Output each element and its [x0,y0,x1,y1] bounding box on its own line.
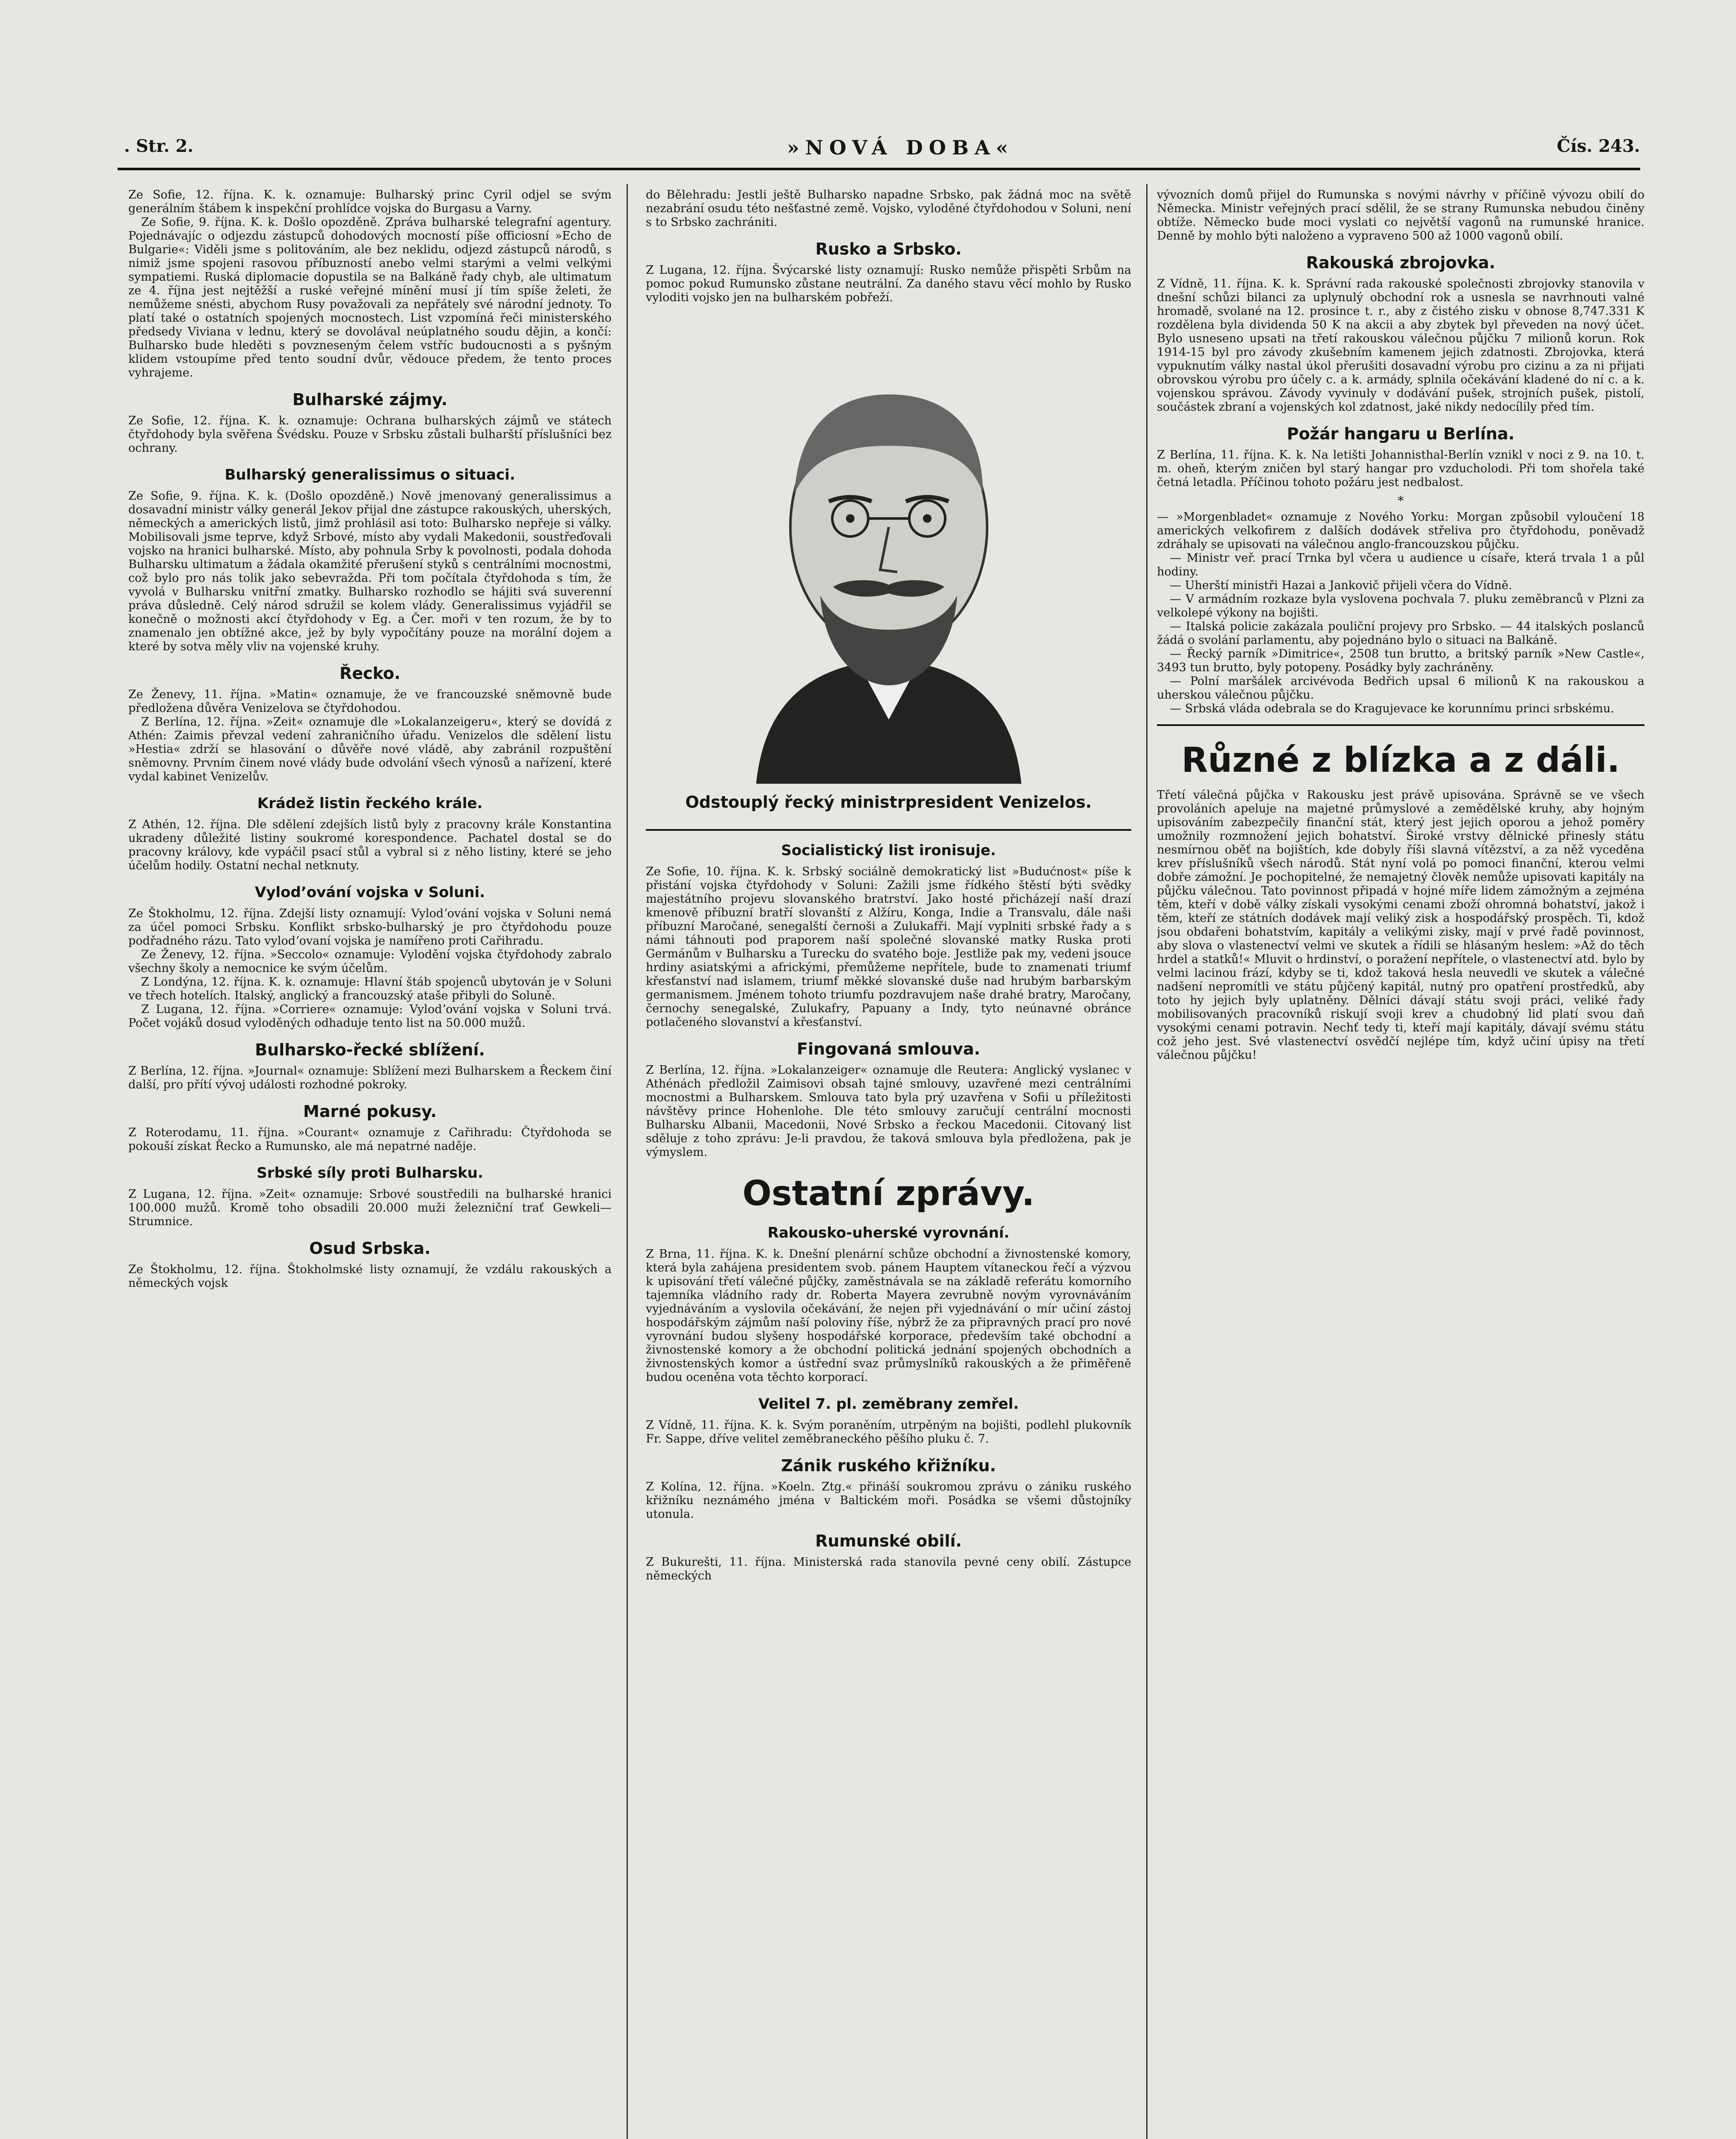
article-paragraph: vývozních domů přijel do Rumunska s novými návrhy v příčině vývozu obilí do Německa. Ministr veřejných prací sdělil, že se strany Rumunska nebudou činěny obtíže. Německo bude moci vyslati co největší vagonů na rumunské hranice. Denně by mohlo býti naloženo a vypraveno 500 až 1000 vagonů obilí. [1157,188,1644,243]
col2-bottom-content [646,840,1131,1583]
article-heading: Bulharsko-řecké sblížení. [255,1040,485,1059]
article-paragraph: — Uherští ministři Hazai a Jankovič přijeli včera do Vídně. [1170,579,1512,592]
article-heading: Socialistický list ironisuje. [781,842,996,859]
section-heading-ruzne: Různé z blízka a z dáli. [1181,740,1620,780]
header-rule [118,168,1640,170]
article-paragraph: Z Athén, 12. října. Dle sdělení zdejších listů byly z pracovny krále Konstantina ukradeny důležité listiny soukromé korespondence. Pachatel dostal se do pracovny královy, kde vypáčil psací stůl a vybral si z něho listiny, které se jeho účelům hodily. Ostatní nechal netknuty. [128,818,612,872]
article-paragraph: Z Berlína, 12. října. »Journal« oznamuje: Sblížení mezi Bulharskem a Řeckem činí další, pro přítí vývoj události rozhodné pokroky. [128,1064,612,1091]
article-heading: Velitel 7. pl. zeměbrany zemřel. [758,1395,1019,1413]
col3-top-content [1157,188,1644,489]
article-heading: Rumunské obilí. [815,1532,962,1550]
section-divider [646,829,1131,831]
col2-top-content [646,188,1131,305]
col3-feature [1157,788,1644,1062]
article-paragraph: Ze Sofie, 10. října. K. k. Srbský sociálně demokratický list »Budućnost« píše k přistání vojska čtyřdohody v Soluni: Zažili jsme řídkého štěstí býti svědky majestátního projevu slovanského bratrství. Jako hosté přicházejí naší drazí kmenově příbuzní bratří slovanští z Alžíru, Konga, Indie a Transvalu, dále naši příbuzní Maročané, senegalští černoši a Zulukafři. Mají vyplniti srbské řady a s námi táhnouti pod praporem naší společné slovanské matky Ruska proti Germánům v Bulharsku a Turecku do svatého boje. Jestliže pak my, vedeni jsouce hrdiny asiatskými a africkými, přemůžeme nepřítele, bude to znamenati triumf křesťanství nad islamem, triumf měkké slovanské duše nad hrubým barbarským germanismem. Jménem tohoto triumfu pozdravujem naše drahé bratry, Maročany, černochy senegalské, Zulukafry, Papuany a Indy, tyto neúnavné obránce potlačeného slovanství a křesťanství. [646,865,1131,1029]
article-paragraph: Z Berlína, 11. října. K. k. Na letišti Johannisthal-Berlín vznikl v noci z 9. na 10. t. m. oheň, kterým zničen byl starý hangar pro vzducholodi. Při tom shořela také četná letadla. Příčinou tohoto požáru jest nedbalost. [1157,448,1644,489]
article-heading: Rakouská zbrojovka. [1306,253,1496,272]
column-3 [1157,188,1644,2139]
column-2 [646,188,1131,2139]
article-heading: Vylodʼování vojska v Soluni. [254,884,485,901]
article-heading: Krádež listin řeckého krále. [257,795,483,812]
article-heading: Řecko. [339,664,401,683]
article-heading: Marné pokusy. [303,1102,437,1121]
article-heading: Bulharské zájmy. [292,390,448,409]
article-paragraph: Z Brna, 11. října. K. k. Dnešní plenární schůze obchodní a živnostenské komory, která byla zahájena presidentem svob. pánem Hauptem vítaneckou řečí a výzvou k upisování třetí válečné půjčky, zaměstnávala se na základě referátu komorního tajemníka vládního rady dr. Roberta Mayera zevrubně novým vyrovnáváním vyjednáváním a vyslovila očekávání, že nejen při vyjednávání o mír učiní zástoj hospodářským zájmům naší poloviny říše, nýbrž že za připravných prací pro nové vyrovnání budou slyšeny hospodářské korporace, především také obchodní a živnostenské komory a že obchodní politická jednání spojených obchodních a živnostenských komor a ústřední svaz průmyslníků rakouských a že přiměřeně budou oceněna vota těchto korporací. [646,1247,1131,1384]
article-paragraph: Z Berlína, 12. října. »Lokalanzeiger« oznamuje dle Reutera: Anglický vyslanec v Athénách předložil Zaimisovi obsah tajné smlouvy, uzavřené mezi centrálními mocnostmi a Bulharskem. Smlouva tato byla prý uzavřena v Sofii u příležitosti návštěvy prince Hohenlohe. Dle této smlouvy zaručují centrální mocnosti Bulharsku Albanii, Macedonii, Nové Srbsko a řeckou Macedonii. Citovaný list sděluje z toho zprávu: Je-li pravdou, že taková smlouva byla předložena, pak je výmyslem. [646,1064,1131,1159]
venizelos-portrait [646,322,1131,784]
article-paragraph: — Srbská vláda odebrala se do Kragujevace ke korunnímu princi srbskému. [1170,702,1615,715]
article-paragraph: do Bělehradu: Jestli ještě Bulharsko napadne Srbsko, pak žádná moc na světě nezabrání osudu této nešťastné země. Vojsko, vyloděné čtyřdohodou v Soluni, není s to Srbsko zachrániti. [646,188,1131,229]
article-paragraph: — Řecký parník »Dimitrice«, 2508 tun brutto, a britský parník »New Castle«, 3493 tun brutto, byly potopeny. Posádky byly zachráněny. [1157,647,1644,674]
article-paragraph: Z Roterodamu, 11. října. »Courant« oznamuje z Cařihradu: Čtyřdohoda se pokouší získat Řecko a Rumunsko, ale má nepatrné naděje. [128,1126,612,1153]
article-heading: Zánik ruského křižníku. [781,1456,996,1475]
article-paragraph: Ze Štokholmu, 12. října. Štokholmské listy oznamují, že vzdálu rakouských a německých vojsk [128,1263,612,1290]
article-paragraph: Z Kolína, 12. října. »Koeln. Ztg.« přináší soukromou zprávu o zániku ruského křižníku neznámého jména v Baltickém moři. Posádka se všemi důstojníky utonula. [646,1480,1131,1521]
article-paragraph: Z Berlína, 12. října. »Zeit« oznamuje dle »Lokalanzeigeru«, který se dovídá z Athén: Zaimis převzal vedení zahraničního úřadu. Venizelos dle sdělení listu »Hestia« zdrží se hlasování o důvěře nové vládě, aby zabránil rozpuštění sněmovny. Prvním činem nové vlády bude odvolání všech výnosů a nařízení, které vydal kabinet Venizelův. [128,715,612,783]
article-heading: Požár hangaru u Berlína. [1286,424,1515,443]
section-divider [1157,724,1644,726]
separator-star: * [1398,494,1404,508]
column-divider [627,184,628,2139]
article-paragraph: Z Londýna, 12. října. K. k. oznamuje: Hlavní štáb spojenců ubytován je v Soluni ve třech hotelích. Italský, anglický a francouzský ataše přibyli do Soluně. [128,975,612,1002]
col3-short-news [1157,510,1644,716]
article-paragraph: Třetí válečná půjčka v Rakousku jest právě upisována. Správně se ve všech provoláních apeluje na majetné průmyslové a zemědělské kruhy, aby hojným upisováním zabezpečily finanční stát, který jest jejich oporou a jehož poměry umožnily rozmnožení jejich bohatství. Široké vrstvy dělnické přinesly státu nesmírnou oběť na bojištích, kde dobyly říši slavná vítězství, a za něž vyceděna krev příslušníků všech národů. Stát nyní volá po pomoci finanční, kterou velmi dobře zámožní. Je pochopitelné, že nemajetný člověk nemůže upisovati kapitály na půjčku válečnou. Tato povinnost připadá v hojné míře lidem zámožným a zejména těm, kteří v době války získali vysokými cenami zboží ohromná bohatství, jakož i těm, kteří ze státních dodávek mají veliký zisk a hospodářský prospěch. Ti, kdož jsou obdařeni bohatstvím, kapitály a velikými zisky, mají v prvé řadě povinnost, aby slova o vlastenectví velmi ve skutek a řídili se hlásaným heslem: »Až do těch hrdel a statků!« Mluvit o hrdinství, o poražení nepřítele, o vlastenectví atd. bylo by velmi lacinou frází, kdyby se ti, kdož taková hesla neuvedli ve skutek a válečné nadšení nepromítli ve státu půjčený kapitál, nutný pro opatření prostředků, aby toto hy jejich byly uplatněny. Dělníci dávají státu svoji práci, veliké řady mobilisovaných pracovníků riskují svoji krev a chudobný lid platí svou daň vysokými cenami potravin. Nechť tedy ti, kteří mají kapitály, dávají svému státu což jeho jest. Své vlastenectví osvědčí nejlépe tím, když učiní úpisy na třetí válečnou půjčku! [1157,788,1644,1062]
article-paragraph: Ze Ženevy, 11. října. »Matin« oznamuje, že ve francouzské sněmovně bude předložena důvěra Venizelova se čtyřdohodou. [128,688,612,715]
section-heading: Ostatní zprávy. [742,1173,1035,1213]
article-paragraph: Z Vídně, 11. října. K. k. Svým poraněním, utrpěným na bojišti, podlehl plukovník Fr. Sappe, dříve velitel zeměbraneckého pěšího pluku č. 7. [646,1419,1131,1446]
portrait-caption: Odstouplý řecký ministrpresident Venizelos. [685,793,1092,812]
article-paragraph: — Ministr veř. prací Trnka byl včera u audience u císaře, která trvala 1 a půl hodiny. [1157,551,1644,578]
issue-number: Čís. 243. [1557,136,1640,156]
article-paragraph: Ze Ženevy, 12. října. »Seccolo« oznamuje: Vylodění vojska čtyřdohody zabralo všechny školy a nemocnice ke svým účelům. [128,948,612,975]
article-heading: Bulharský generalissimus o situaci. [225,466,515,483]
article-paragraph: Ze Sofie, 9. října. K. k. (Došlo opozděně.) Nově jmenovaný generalissimus a dosavadní ministr války generál Jekov přijal dne zástupce rakouských, uherských, německých a amerických listů, jimž prohlásil asi toto: Bulharsko nepřeje si války. Mobilisovali jsme teprve, když Srbové, místo aby vydali Makedonii, soustřeďovali vojsko na hranici bulharské. Místo, aby pohnula Srby k povolnosti, podala dohoda Bulharsku ultimatum a žádala okamžité přerušení styků s centrálními mocnostmi, což bylo pro nás tolik jako sebevražda. Při tom počítala čtyřdohoda s tím, že vyvolá v Bulharsku vnitřní zmatky. Bulharsko rozhodlo se hájiti svá suverenní práva důsledně. Celý národ sdružil se kolem vlády. Generalissimus vyjádřil se konečně o možnosti akcí čtyřdohody v Eg. a Čer. moři v ten rozum, že by to znamenalo jen obtížné akce, jež by byly vypočítány pouze na morální dojem a které by sotva měly vliv na vojenské kruhy. [128,489,612,653]
portrait-illustration [705,322,1073,784]
article-paragraph: Z Lugana, 12. října. »Corriere« oznamuje: Vylodʼování vojska v Soluni trvá. Počet vojáků dosud vyloděných odhaduje tento list na 50.000 mužů. [128,1003,612,1030]
column-1 [128,188,612,2139]
col1-content [128,188,612,1290]
article-paragraph: — Italská policie zakázala pouliční projevy pro Srbsko. — 44 italských poslanců žádá o svolání parlamentu, aby pojednáno bylo o situaci na Balkáně. [1157,620,1644,647]
article-paragraph: Ze Sofie, 9. října. K. k. Došlo opozděně. Zpráva bulharské telegrafní agentury. Pojednávajíc o odjezdu zástupců dohodových mocností píše officiosní »Echo de Bulgarie«: Viděli jsme s politováním, ale bez neklidu, odjezd zástupců národů, s nimiž jsme spojeni rasovou příbuzností anebo velmi starými a velmi velkými sympatiemi. Ruská diplomacie dopustila se na Balkáně řady chyb, ale ultimatum ze 4. října jest nejtěžší a ruské veřejné mínění musí jí tím spíše želeti, že nemůžeme snésti, abychom Rusy považovali za nepřátely své národní jednoty. To platí také o ostatních spojených mocnostech. List vzpomíná řeči ministerského předsedy Viviana v lednu, který se dovolával neúplatného soudu dějin, a končí: Bulharsko bude hleděti s povzneseným čelem vstříc budoucnosti a s pyšným klidem vstoupíme před tento soudní dvůr, vědouce předem, že tento proces vyhrajeme. [128,216,612,379]
article-paragraph: Z Vídně, 11. října. K. k. Správní rada rakouské společnosti zbrojovky stanovila v dnešní schůzi bilanci za uplynulý obchodní rok a usnesla se navrhnouti valné hromadě, svolané na 12. prosince t. r., aby z čistého zisku v obnose 8,747.331 K rozdělena byla dividenda 50 K na akcii a aby zbytek byl převeden na nový účet. Bylo usneseno upsati na třetí rakouskou válečnou půjčku 7 milionů korun. Rok 1914-15 byl pro závody zkušebním kamenem jejich zdatnosti. Zbrojovka, která vypuknutím války nastal úkol přerušiti dosavadní výrobu pro cizinu a za ni přijati obrovskou výrobu pro účely c. a k. armády, splnila očekávání kladené do ní c. a k. vojenskou správou. Závody vyvinuly v dodávání pušek, strojních pušek, pistolí, součástek zbraní a vojenských kol zdatnost, jaké nikdy nedocílily před tím. [1157,277,1644,414]
masthead-title: »NOVÁ DOBA« [787,136,1014,159]
column-divider [1146,184,1147,2139]
article-paragraph: Z Lugana, 12. října. Švýcarské listy oznamují: Rusko nemůže přispěti Srbům na pomoc pokud Rumunsko zůstane neutrální. Za daného stavu věcí mohlo by Rusko vyloditi vojsko jen na bulharském pobřeží. [646,264,1131,304]
article-heading: Fingovaná smlouva. [797,1040,980,1058]
article-paragraph: Ze Štokholmu, 12. října. Zdejší listy oznamují: Vylodʼování vojska v Soluni nemá za účel pomoci Srbsku. Konflikt srbsko-bulharský je pro čtyřdohodu pouze podřadného rázu. Tato vylodʼovaní vojska je namířeno proti Cařihradu. [128,907,612,948]
article-paragraph: — »Morgenbladet« oznamuje z Nového Yorku: Morgan způsobil vyloučení 18 amerických velkofirem z dalších dodávek střeliva pro čtyřdohodu, poněvadž zdráhaly se upisovati na válečnou anglo-francouzskou půjčku. [1157,510,1644,551]
article-paragraph: — Polní maršálek arcivévoda Bedřich upsal 6 milionů K na rakouskou a uherskou válečnou půjčku. [1157,675,1644,702]
article-heading: Osud Srbska. [309,1239,431,1258]
article-heading: Rusko a Srbsko. [815,240,962,258]
article-paragraph: Ze Sofie, 12. října. K. k. oznamuje: Ochrana bulharských zájmů ve státech čtyřdohody byla svěřena Švédsku. Pouze v Srbsku zůstali bulharští příslušníci bez ochrany. [128,414,612,455]
article-paragraph: — V armádním rozkaze byla vyslovena pochvala 7. pluku zeměbranců v Plzni za velkolepé výkony na bojišti. [1157,593,1644,619]
article-heading: Srbské síly proti Bulharsku. [257,1164,483,1182]
article-heading: Rakousko-uherské vyrovnání. [767,1224,1010,1241]
article-paragraph: Z Lugana, 12. října. »Zeit« oznamuje: Srbové soustředili na bulharské hranici 100.000 mužů. Kromě toho obsadili 20.000 muži železniční trať Gewkeli—Strumnice. [128,1188,612,1228]
article-paragraph: Z Bukurešti, 11. října. Ministerská rada stanovila pevné ceny obilí. Zástupce německých [646,1555,1131,1582]
article-paragraph: Ze Sofie, 12. října. K. k. oznamuje: Bulharský princ Cyril odjel se svým generálním štábem k inspekční prohlídce vojska do Burgasu a Varny. [128,188,612,215]
page-number: . Str. 2. [124,136,194,156]
